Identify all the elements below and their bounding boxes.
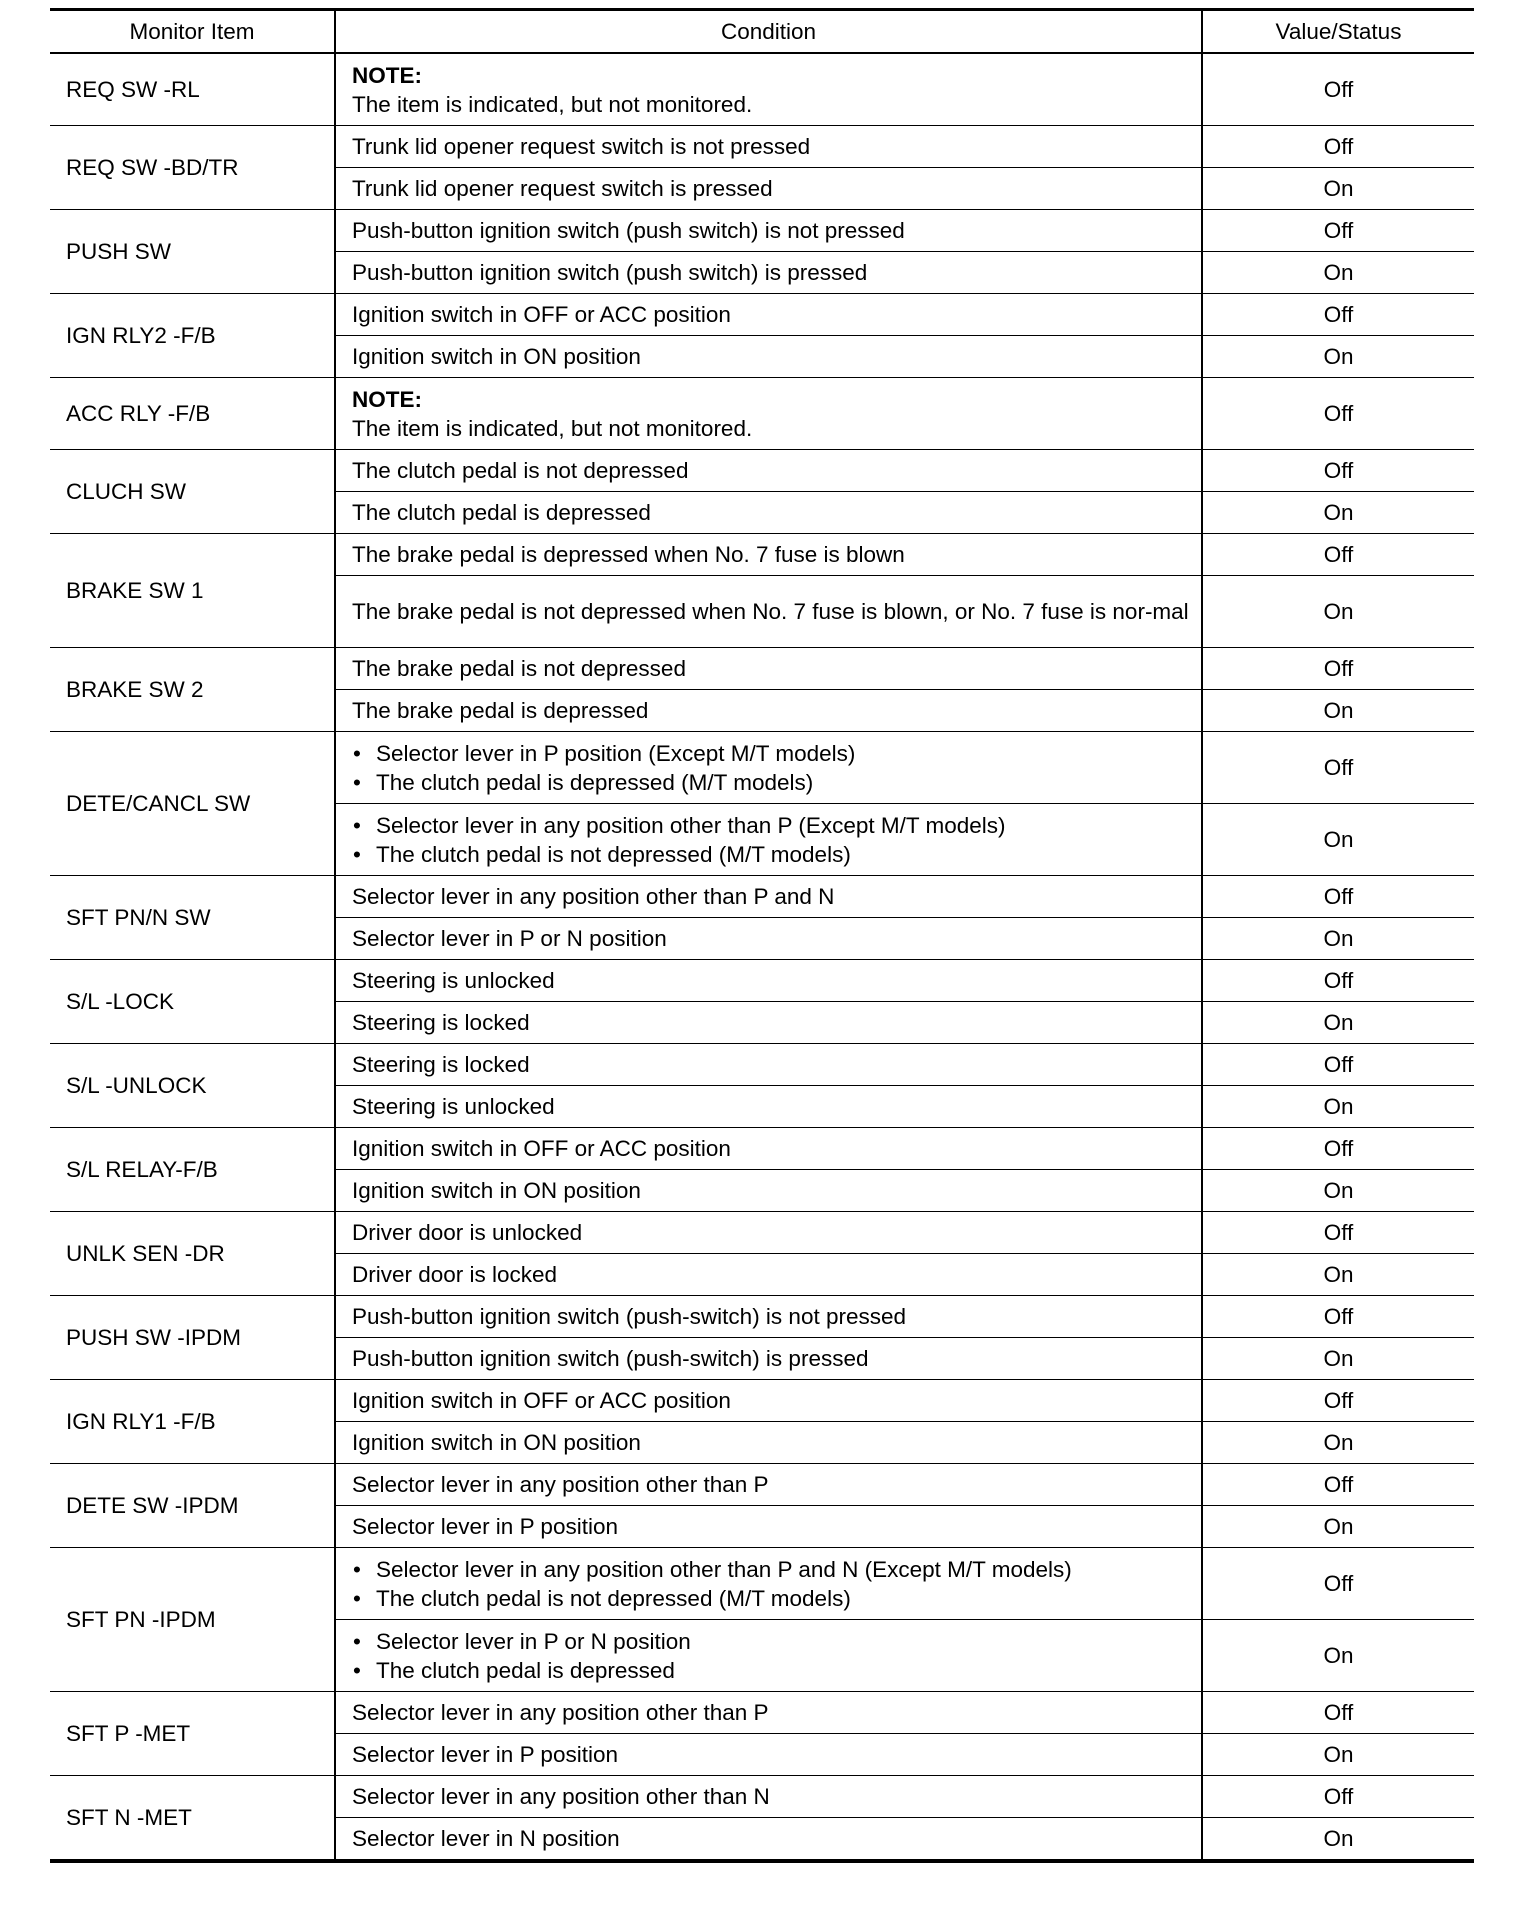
header-condition: Condition <box>335 10 1202 54</box>
value-status-cell: On <box>1202 918 1474 960</box>
value-status-cell: Off <box>1202 1692 1474 1734</box>
monitor-item-cell: DETE SW -IPDM <box>50 1464 335 1548</box>
condition-cell <box>335 53 1202 126</box>
table-row <box>50 378 1474 450</box>
condition-cell <box>335 804 1202 876</box>
value-status-cell: Off <box>1202 1212 1474 1254</box>
condition-cell: Driver door is locked <box>335 1254 1202 1296</box>
condition-cell <box>335 1620 1202 1692</box>
header-value-status: Value/Status <box>1202 10 1474 54</box>
value-status-cell: Off <box>1202 1776 1474 1818</box>
table-header-row <box>50 10 1474 54</box>
monitor-item-cell: S/L RELAY-F/B <box>50 1128 335 1212</box>
condition-cell: Ignition switch in OFF or ACC position <box>335 1128 1202 1170</box>
condition-bullet: • Selector lever in any position other than P and N (Except M/T models) <box>352 1555 1191 1584</box>
condition-cell: Selector lever in any position other than P <box>335 1692 1202 1734</box>
condition-cell: Ignition switch in OFF or ACC position <box>335 294 1202 336</box>
condition-bullet-list <box>352 1627 1191 1685</box>
table-body <box>50 53 1474 1861</box>
note-text: The item is indicated, but not monitored. <box>352 91 753 117</box>
table-row <box>50 1044 1474 1086</box>
table-row <box>50 1296 1474 1338</box>
table-row <box>50 450 1474 492</box>
value-status-cell: On <box>1202 1002 1474 1044</box>
condition-cell: Steering is unlocked <box>335 1086 1202 1128</box>
monitor-item-cell: SFT PN/N SW <box>50 876 335 960</box>
monitor-item-cell: SFT P -MET <box>50 1692 335 1776</box>
condition-cell: Selector lever in any position other than P <box>335 1464 1202 1506</box>
condition-cell: Selector lever in P position <box>335 1734 1202 1776</box>
monitor-item-cell: DETE/CANCL SW <box>50 732 335 876</box>
note-label: NOTE: <box>352 62 422 88</box>
value-status-cell: On <box>1202 576 1474 648</box>
condition-cell: Steering is locked <box>335 1002 1202 1044</box>
condition-cell: The brake pedal is depressed when No. 7 fuse is blown <box>335 534 1202 576</box>
value-status-cell: On <box>1202 1734 1474 1776</box>
value-status-cell: Off <box>1202 1380 1474 1422</box>
condition-cell: Steering is unlocked <box>335 960 1202 1002</box>
monitor-item-cell: REQ SW -BD/TR <box>50 126 335 210</box>
table-row <box>50 732 1474 804</box>
value-status-cell: On <box>1202 690 1474 732</box>
table-row <box>50 294 1474 336</box>
value-status-cell: Off <box>1202 1296 1474 1338</box>
condition-cell: Push-button ignition switch (push-switch) is not pressed <box>335 1296 1202 1338</box>
table-row <box>50 1776 1474 1818</box>
monitor-item-cell: SFT PN -IPDM <box>50 1548 335 1692</box>
monitor-item-cell: REQ SW -RL <box>50 53 335 126</box>
note-text: The item is indicated, but not monitored. <box>352 415 753 441</box>
condition-cell: Selector lever in P position <box>335 1506 1202 1548</box>
value-status-cell: On <box>1202 1338 1474 1380</box>
condition-cell: Driver door is unlocked <box>335 1212 1202 1254</box>
value-status-cell: Off <box>1202 53 1474 126</box>
value-status-cell: Off <box>1202 648 1474 690</box>
condition-cell: The brake pedal is not depressed <box>335 648 1202 690</box>
monitor-item-cell: S/L -UNLOCK <box>50 1044 335 1128</box>
condition-cell: Selector lever in any position other than N <box>335 1776 1202 1818</box>
value-status-cell: On <box>1202 168 1474 210</box>
table-row <box>50 960 1474 1002</box>
condition-cell: The brake pedal is depressed <box>335 690 1202 732</box>
value-status-cell: Off <box>1202 960 1474 1002</box>
condition-cell: Push-button ignition switch (push-switch) is pressed <box>335 1338 1202 1380</box>
condition-cell: Ignition switch in OFF or ACC position <box>335 1380 1202 1422</box>
condition-cell <box>335 378 1202 450</box>
condition-bullet: • Selector lever in any position other than P (Except M/T models) <box>352 811 1191 840</box>
value-status-cell: On <box>1202 1620 1474 1692</box>
condition-cell: Trunk lid opener request switch is not pressed <box>335 126 1202 168</box>
table-row <box>50 1548 1474 1620</box>
condition-bullet-list <box>352 739 1191 797</box>
header-monitor-item: Monitor Item <box>50 10 335 54</box>
condition-cell: Ignition switch in ON position <box>335 336 1202 378</box>
table-row <box>50 1464 1474 1506</box>
monitor-item-table <box>50 8 1474 1863</box>
monitor-item-cell: IGN RLY2 -F/B <box>50 294 335 378</box>
condition-cell: The clutch pedal is not depressed <box>335 450 1202 492</box>
value-status-cell: On <box>1202 1254 1474 1296</box>
condition-cell: Ignition switch in ON position <box>335 1422 1202 1464</box>
condition-cell: Selector lever in P or N position <box>335 918 1202 960</box>
condition-cell: Selector lever in any position other than P and N <box>335 876 1202 918</box>
condition-bullet: • Selector lever in P position (Except M/T models) <box>352 739 1191 768</box>
value-status-cell: Off <box>1202 210 1474 252</box>
condition-bullet-list <box>352 811 1191 869</box>
monitor-item-cell: BRAKE SW 2 <box>50 648 335 732</box>
table-row <box>50 534 1474 576</box>
monitor-item-cell: PUSH SW <box>50 210 335 294</box>
monitor-item-cell: CLUCH SW <box>50 450 335 534</box>
condition-bullet-list <box>352 1555 1191 1613</box>
monitor-item-cell: PUSH SW -IPDM <box>50 1296 335 1380</box>
table-row <box>50 1212 1474 1254</box>
condition-cell: Ignition switch in ON position <box>335 1170 1202 1212</box>
value-status-cell: On <box>1202 1086 1474 1128</box>
table-row <box>50 648 1474 690</box>
condition-cell <box>335 732 1202 804</box>
monitor-item-cell: BRAKE SW 1 <box>50 534 335 648</box>
condition-cell: Push-button ignition switch (push switch) is not pressed <box>335 210 1202 252</box>
condition-bullet: • Selector lever in P or N position <box>352 1627 1191 1656</box>
condition-bullet: • The clutch pedal is depressed <box>352 1656 1191 1685</box>
value-status-cell: On <box>1202 252 1474 294</box>
table-row <box>50 210 1474 252</box>
value-status-cell: Off <box>1202 450 1474 492</box>
value-status-cell: Off <box>1202 1548 1474 1620</box>
table-row <box>50 1380 1474 1422</box>
table-row <box>50 1128 1474 1170</box>
value-status-cell: Off <box>1202 378 1474 450</box>
value-status-cell: Off <box>1202 294 1474 336</box>
value-status-cell: On <box>1202 336 1474 378</box>
value-status-cell: Off <box>1202 1128 1474 1170</box>
condition-cell: Push-button ignition switch (push switch) is pressed <box>335 252 1202 294</box>
condition-cell: The clutch pedal is depressed <box>335 492 1202 534</box>
table-row <box>50 53 1474 126</box>
condition-bullet: • The clutch pedal is depressed (M/T models) <box>352 768 1191 797</box>
value-status-cell: Off <box>1202 732 1474 804</box>
note-label: NOTE: <box>352 386 422 412</box>
value-status-cell: Off <box>1202 1464 1474 1506</box>
value-status-cell: Off <box>1202 876 1474 918</box>
monitor-item-cell: ACC RLY -F/B <box>50 378 335 450</box>
value-status-cell: On <box>1202 804 1474 876</box>
value-status-cell: On <box>1202 1818 1474 1862</box>
monitor-item-cell: S/L -LOCK <box>50 960 335 1044</box>
table-row <box>50 126 1474 168</box>
monitor-item-cell: UNLK SEN -DR <box>50 1212 335 1296</box>
value-status-cell: On <box>1202 492 1474 534</box>
value-status-cell: On <box>1202 1506 1474 1548</box>
value-status-cell: Off <box>1202 1044 1474 1086</box>
condition-cell: Selector lever in N position <box>335 1818 1202 1862</box>
condition-cell <box>335 1548 1202 1620</box>
value-status-cell: On <box>1202 1170 1474 1212</box>
table-row <box>50 876 1474 918</box>
monitor-item-cell: IGN RLY1 -F/B <box>50 1380 335 1464</box>
condition-bullet: • The clutch pedal is not depressed (M/T models) <box>352 840 1191 869</box>
value-status-cell: Off <box>1202 126 1474 168</box>
value-status-cell: Off <box>1202 534 1474 576</box>
condition-cell: Steering is locked <box>335 1044 1202 1086</box>
condition-bullet: • The clutch pedal is not depressed (M/T models) <box>352 1584 1191 1613</box>
table-row <box>50 1692 1474 1734</box>
condition-cell: The brake pedal is not depressed when No. 7 fuse is blown, or No. 7 fuse is nor-mal <box>335 576 1202 648</box>
condition-cell: Trunk lid opener request switch is pressed <box>335 168 1202 210</box>
value-status-cell: On <box>1202 1422 1474 1464</box>
monitor-item-cell: SFT N -MET <box>50 1776 335 1862</box>
